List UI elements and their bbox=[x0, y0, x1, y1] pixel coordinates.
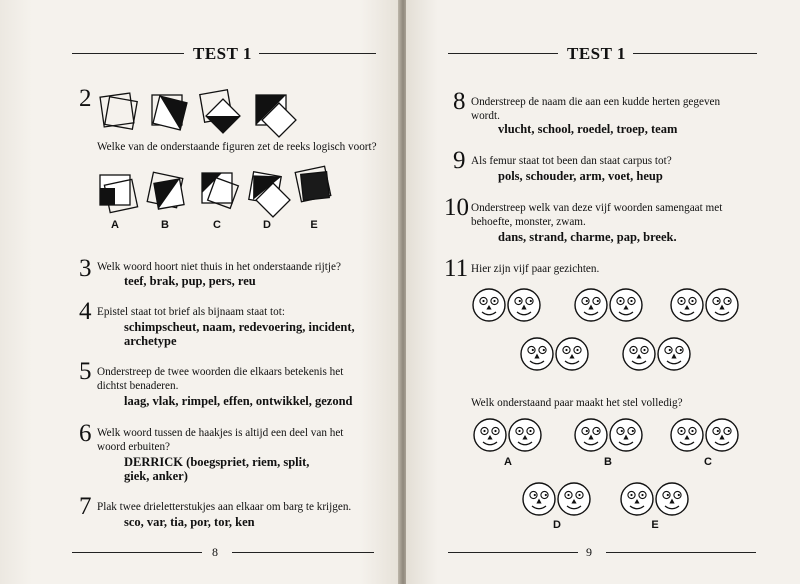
question-text: Welk woord hoort niet thuis in het onderstaande rijtje? bbox=[97, 261, 341, 273]
option-label: D bbox=[263, 219, 271, 231]
option-figures bbox=[95, 160, 335, 220]
question-text: Onderstreep welk van deze vijf woorden samengaat met bbox=[471, 202, 723, 214]
page-number: 8 bbox=[212, 545, 218, 559]
question-number: 7 bbox=[79, 493, 92, 520]
option-face-pair-a bbox=[474, 419, 541, 451]
header-rule-right bbox=[633, 53, 757, 54]
option-figure-c bbox=[202, 173, 238, 208]
question-text: Welke van de onderstaande figuren zet de reeks logisch voort? bbox=[97, 141, 377, 153]
option-label: B bbox=[161, 219, 169, 231]
answer-options: dans, strand, charme, pap, breek. bbox=[498, 230, 677, 244]
option-figure-a bbox=[100, 175, 138, 213]
question-text: Welk onderstaand paar maakt het stel volledig? bbox=[471, 397, 683, 409]
question-number: 8 bbox=[453, 88, 466, 115]
option-label: A bbox=[504, 456, 512, 468]
question-text: Welk woord tussen de haakjes is altijd een deel van het bbox=[97, 427, 344, 439]
question-text: Onderstreep de naam die aan een kudde herten gegeven bbox=[471, 96, 721, 108]
face-pair-2 bbox=[575, 289, 642, 321]
option-face-pair-b bbox=[575, 419, 642, 451]
sequence-figure-1 bbox=[100, 93, 137, 129]
question-number: 6 bbox=[79, 420, 92, 447]
option-figure-d bbox=[249, 171, 290, 217]
option-face-pair-d bbox=[523, 483, 590, 515]
option-label: D bbox=[553, 519, 561, 531]
option-label: A bbox=[111, 219, 119, 231]
question-number: 2 bbox=[79, 85, 92, 112]
option-label: B bbox=[604, 456, 612, 468]
option-label: C bbox=[213, 219, 221, 231]
face-pair-5 bbox=[623, 338, 690, 370]
option-figure-b bbox=[147, 172, 184, 209]
footer-rule-right bbox=[606, 552, 756, 553]
faces-figure bbox=[406, 270, 800, 550]
question-text: Als femur staat tot been dan staat carpus tot? bbox=[471, 155, 672, 167]
option-label: E bbox=[310, 219, 318, 231]
option-label: E bbox=[651, 519, 659, 531]
page-number: 9 bbox=[586, 545, 592, 559]
answer-options: teef, brak, pup, pers, reu bbox=[124, 274, 256, 288]
footer-rule-left bbox=[448, 552, 578, 553]
answer-options: schimpscheut, naam, redevoering, incident, bbox=[124, 320, 355, 334]
question-number: 10 bbox=[444, 194, 469, 221]
sequence-figure-3 bbox=[200, 90, 240, 133]
header-rule-right bbox=[259, 53, 376, 54]
question-text: Epistel staat tot brief als bijnaam staat tot: bbox=[97, 306, 285, 318]
question-text: wordt. bbox=[471, 110, 500, 122]
footer-rule-left bbox=[72, 552, 202, 553]
question-text: Hier zijn vijf paar gezichten. bbox=[471, 263, 600, 275]
question-text: Plak twee drieletterstukjes aan elkaar om barg te krijgen. bbox=[97, 501, 352, 513]
header-rule-left bbox=[72, 53, 184, 54]
answer-options: sco, var, tia, por, tor, ken bbox=[124, 515, 255, 529]
page-header: TEST 1 bbox=[567, 44, 626, 63]
face-pair-1 bbox=[473, 289, 540, 321]
sequence-figures bbox=[95, 80, 335, 140]
footer-rule-right bbox=[232, 552, 374, 553]
face-pair-3 bbox=[671, 289, 738, 321]
question-text: woord erbuiten? bbox=[97, 441, 171, 453]
answer-options: archetype bbox=[124, 334, 177, 348]
question-number: 5 bbox=[79, 358, 92, 385]
option-face-pair-c bbox=[671, 419, 738, 451]
option-figure-e bbox=[295, 166, 331, 202]
question-number: 4 bbox=[79, 298, 92, 325]
answer-options: giek, anker) bbox=[124, 469, 188, 483]
answer-options: vlucht, school, roedel, troep, team bbox=[498, 122, 678, 136]
sequence-figure-2 bbox=[152, 95, 187, 130]
answer-options: pols, schouder, arm, voet, heup bbox=[498, 169, 663, 183]
sequence-figure-4 bbox=[256, 95, 296, 137]
answer-options: laag, vlak, rimpel, effen, ontwikkel, gezond bbox=[124, 394, 353, 408]
question-text: Onderstreep de twee woorden die elkaars betekenis het bbox=[97, 366, 344, 378]
question-text: dichtst benaderen. bbox=[97, 380, 179, 392]
question-number: 11 bbox=[444, 255, 469, 282]
header-rule-left bbox=[448, 53, 558, 54]
right-page bbox=[406, 0, 800, 584]
question-text: behoefte, monster, zwam. bbox=[471, 216, 586, 228]
question-number: 3 bbox=[79, 255, 92, 282]
answer-options: DERRICK (boegspriet, riem, split, bbox=[124, 455, 310, 469]
page-header: TEST 1 bbox=[193, 44, 252, 63]
face-pair-4 bbox=[521, 338, 588, 370]
question-number: 9 bbox=[453, 147, 466, 174]
option-label: C bbox=[704, 456, 712, 468]
option-face-pair-e bbox=[621, 483, 688, 515]
